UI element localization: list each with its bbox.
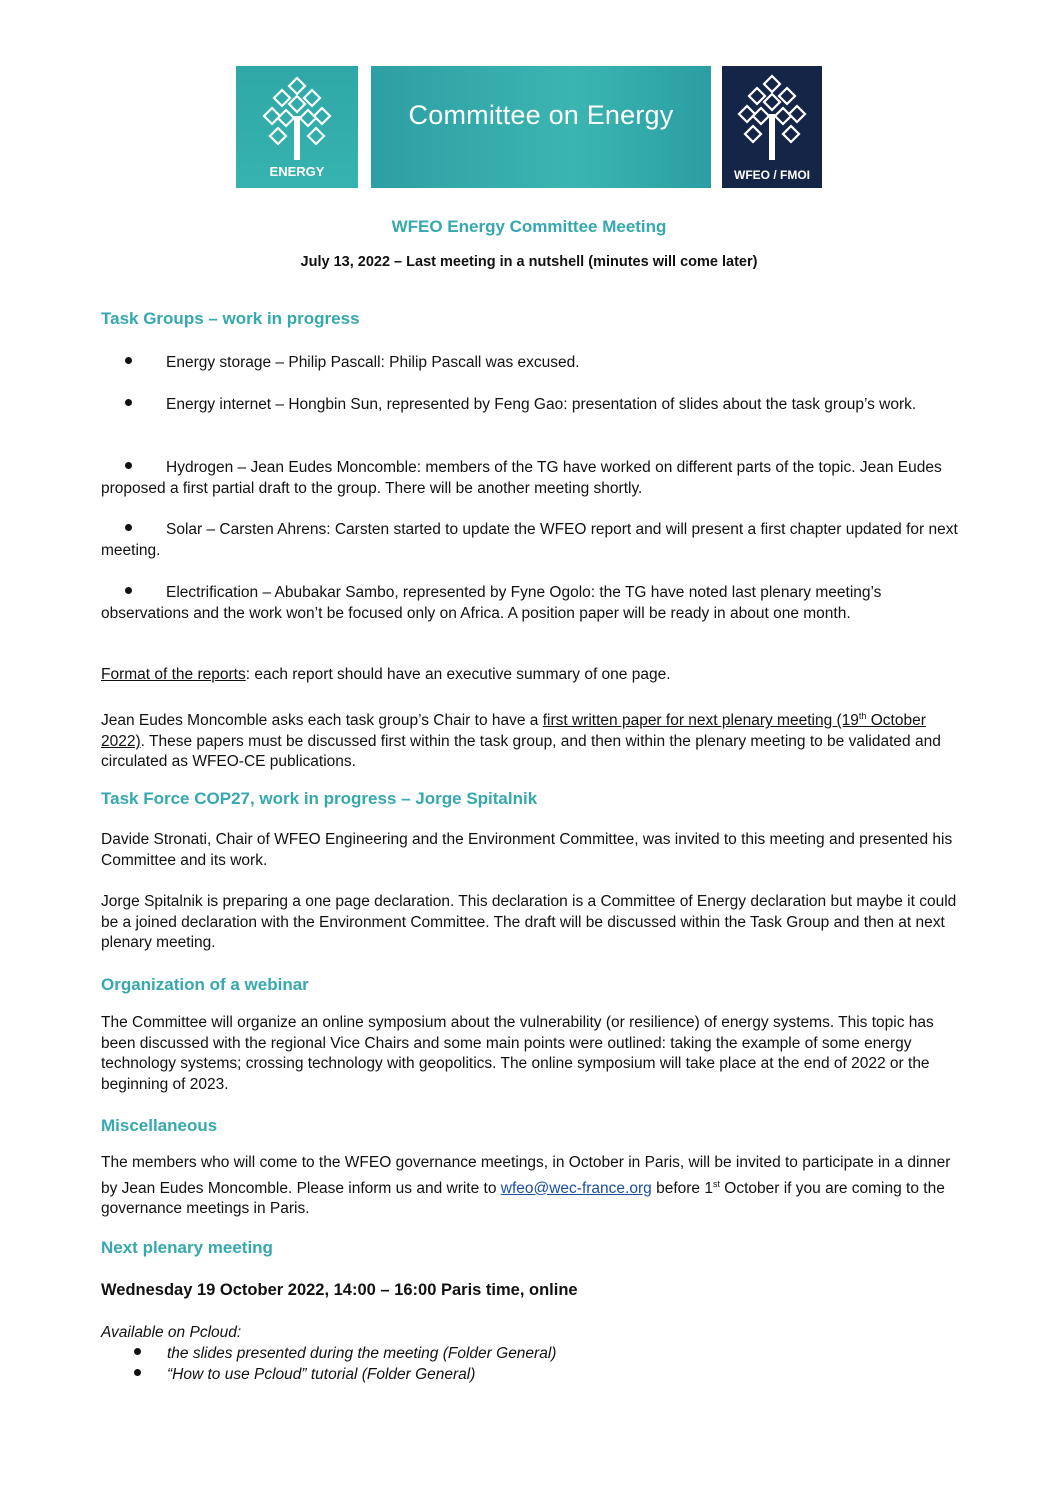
- list-item: Energy storage – Philip Pascall: Philip Pascall was excused.: [101, 353, 961, 374]
- bullet-icon: [125, 357, 132, 364]
- bullet-icon: [125, 587, 132, 594]
- paragraph-chair: Jean Eudes Moncomble asks each task group’s Chair to have a first written paper for next plenary meeting (19th October 2022). These papers must be discussed first within the task group, and then within the plenary meeting to be validated and circulated as WFEO-CE publications.: [101, 711, 941, 771]
- section-heading-next-meeting: Next plenary meeting: [101, 1238, 273, 1257]
- banner-title: Committee on Energy: [408, 100, 674, 130]
- paragraph: Davide Stronati, Chair of WFEO Engineering and the Environment Committee, was invited to this meeting and presented his Committee and its work.: [101, 831, 953, 869]
- committee-banner: [371, 66, 711, 188]
- bullet-icon: [125, 462, 132, 469]
- bullet-icon: [125, 524, 132, 531]
- available-label: Available on Pcloud:: [101, 1324, 242, 1341]
- paragraph: Jorge Spitalnik is preparing a one page declaration. This declaration is a Committee of Energy declaration but maybe it could be a joined declaration with the Environment Committee. The draft will be discussed within the Task Group and then at next plenary meeting.: [101, 893, 957, 951]
- list-item: Electrification – Abubakar Sambo, represented by Fyne Ogolo: the TG have noted last plenary meeting’s observations and the work won’t be focused only on Africa. A position paper will be ready in about one month.: [101, 584, 882, 622]
- paragraph-format: Format of the reports: each report should have an executive summary of one page.: [101, 666, 671, 683]
- energy-logo: [236, 66, 358, 188]
- list-item: Energy internet – Hongbin Sun, represented by Feng Gao: presentation of slides about the task group’s work.: [101, 395, 961, 416]
- list-item: Hydrogen – Jean Eudes Moncomble: members of the TG have worked on different parts of the topic. Jean Eudes proposed a first partial draft to the group. There will be another meeting shortly.: [101, 459, 942, 497]
- list-item: the slides presented during the meeting (Folder General): [101, 1344, 961, 1365]
- wfeo-logo: [722, 66, 822, 188]
- document-subtitle: July 13, 2022 – Last meeting in a nutshell (minutes will come later): [300, 254, 758, 270]
- paragraph: The Committee will organize an online symposium about the vulnerability (or resilience) of energy systems. This topic has been discussed with the regional Vice Chairs and some main points were outlined: taking the example of some energy technology systems; crossing technology with geopolitics. The online symposium will take place at the end of 2022 or the beginning of 2023.: [101, 1014, 934, 1093]
- list-item: Solar – Carsten Ahrens: Carsten started to update the WFEO report and will present a first chapter updated for next meeting.: [101, 521, 958, 559]
- energy-label: ENERGY: [269, 164, 325, 179]
- paragraph-misc: The members who will come to the WFEO governance meetings, in October in Paris, will be invited to participate in a dinner by Jean Eudes Moncomble. Please inform us and write to wfeo@wec-france.org before 1st October if you are coming to the governance meetings in Paris.: [101, 1154, 951, 1218]
- tree-icon: [258, 72, 336, 162]
- bullet-icon: [125, 399, 132, 406]
- wfeo-label: WFEO / FMOI: [734, 168, 810, 182]
- deadline-highlight: first written paper for next plenary meeting (19th October 2022): [101, 711, 926, 750]
- format-label: Format of the reports: [101, 666, 246, 683]
- bullet-icon: [134, 1348, 141, 1355]
- section-heading-misc: Miscellaneous: [101, 1116, 218, 1135]
- bullet-icon: [134, 1369, 141, 1376]
- list-item: “How to use Pcloud” tutorial (Folder General): [101, 1365, 961, 1386]
- section-heading-task-groups: Task Groups – work in progress: [101, 309, 360, 328]
- section-heading-task-force: Task Force COP27, work in progress – Jorge Spitalnik: [101, 789, 538, 808]
- meeting-date: Wednesday 19 October 2022, 14:00 – 16:00 Paris time, online: [101, 1281, 578, 1299]
- tree-icon: [733, 70, 811, 162]
- email-link[interactable]: wfeo@wec-france.org: [500, 1179, 652, 1197]
- document-title: WFEO Energy Committee Meeting: [391, 217, 667, 236]
- section-heading-webinar: Organization of a webinar: [101, 975, 309, 994]
